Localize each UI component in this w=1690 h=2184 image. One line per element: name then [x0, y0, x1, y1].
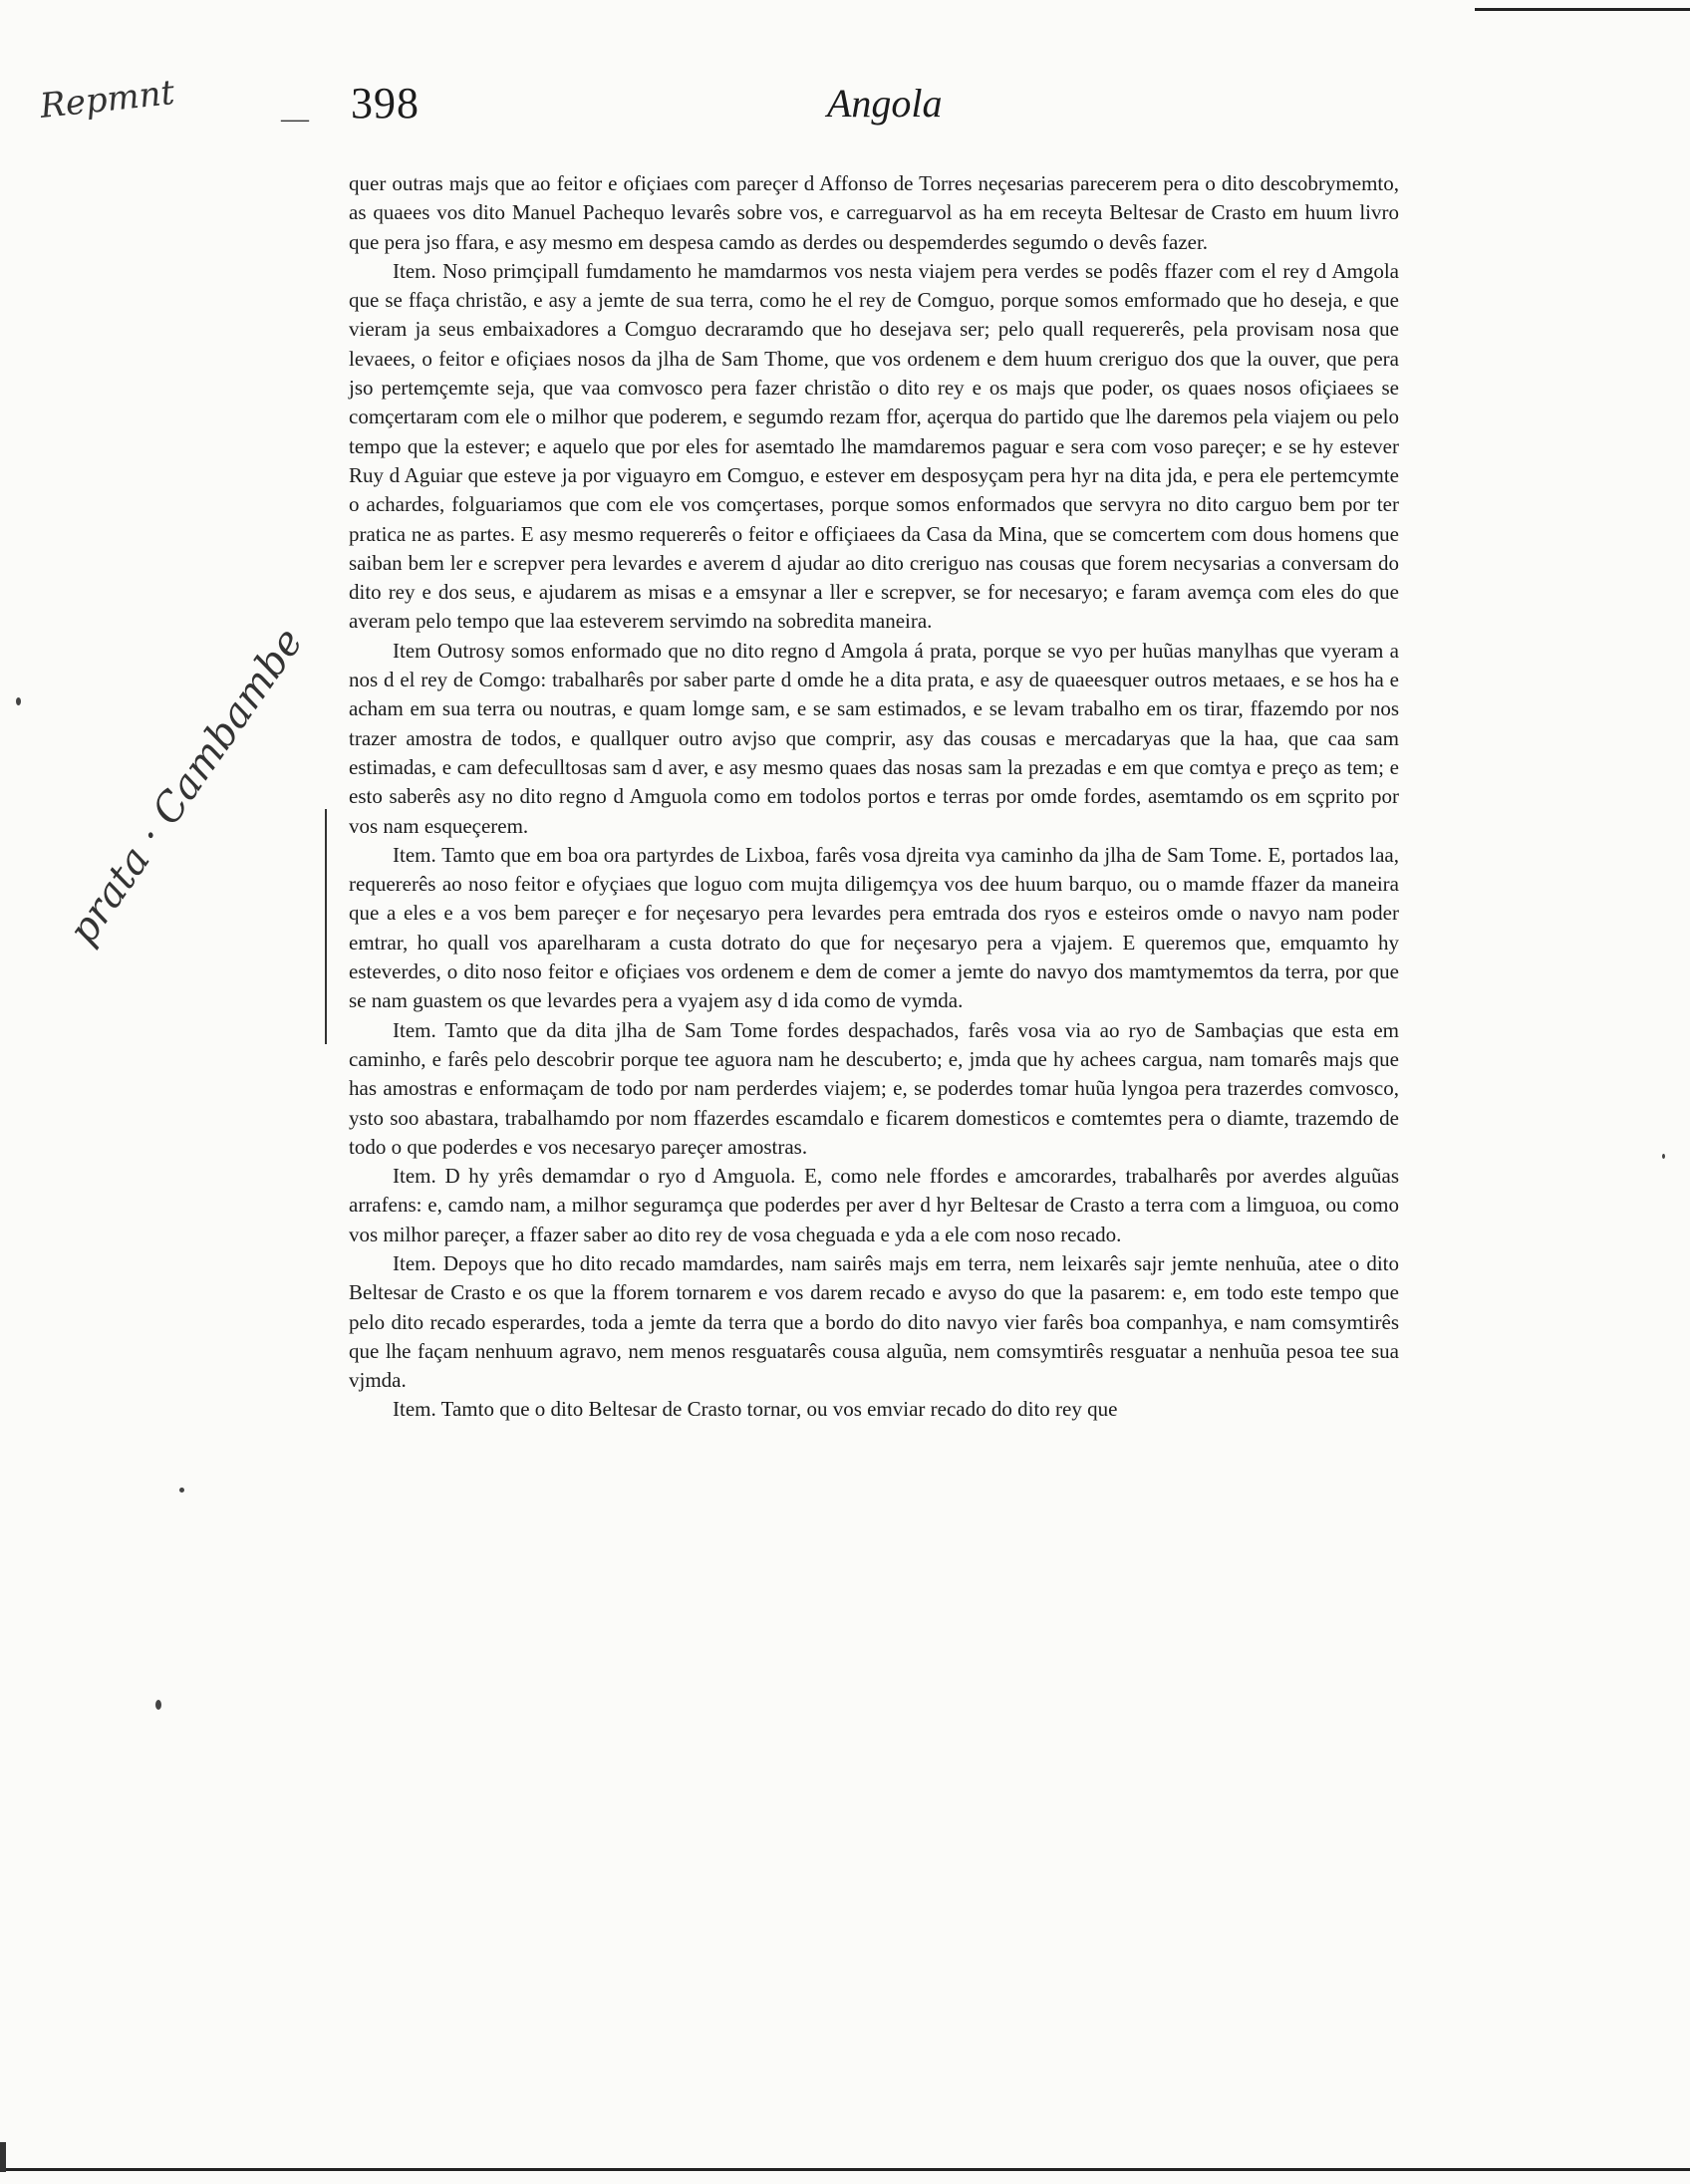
paragraph: quer outras majs que ao feitor e ofiçiaes com pareçer d Affonso de Torres neçesarias parecerem pera o dito descobrymemto, as quaees vos dito Manuel Pachequo levarês sobre vos, e carreguarvol as ha em receyta Beltesar de Crasto em huum livro que pera jso ffara, e asy mesmo em despesa camdo as derdes ou despemderdes segumdo o devês fazer.: [349, 171, 1399, 254]
paragraph: Item. Tamto que da dita jlha de Sam Tome fordes despachados, farês vosa via ao ryo de Sambaçias que esta em caminho, e farês pelo descobrir porque tee aguora nam he descuberto; e, jmda que hy achees cargua, nam tomarês majs que has amostras e enformaçam de todo por nam perderdes viajem; e, se poderdes tomar huũa lyngoa pera trazerdes comvosco, ysto soo abastara, trabalhamdo por nom ffazerdes escamdalo e ficarem domesticos e comtemtes pera o diamte, trazemdo de todo o que poderdes e vos necesaryo pareçer amostras.: [349, 1017, 1399, 1159]
paragraph: Item. Tamto que o dito Beltesar de Crasto tornar, ou vos emviar recado do dito rey que: [393, 1397, 1118, 1422]
handwritten-note-top: Repmnt: [38, 73, 177, 127]
paragraph: Item. Tamto que em boa ora partyrdes de Lixboa, farês vosa djreita vya caminho da jlha de Sam Tome. E, portados laa, requererês ao noso feitor e ofyçiaes que loguo com mujta diligemçya vos dee huum barquo, ou o mamde ffazer da maneira que a eles e a vos bem pareçer e for neçesaryo pera levardes pera emtrada dos ryos e esteiros omde o navyo nam poder emtrar, ho quall vos aparelharam a custa dotrato do que for neçesaryo pera a vjajem. E queremos que, emquamto hy esteverdes, o dito noso feitor e ofiçiaes vos ordenem e dem de comer a jemte do navyo dos mamtymemtos da terra, por que se nam guastem os que levardes pera a vyajem asy d ida como de vymda.: [349, 842, 1399, 1013]
margin-marker-line: [325, 809, 327, 1044]
running-title: Angola: [827, 81, 943, 126]
paragraph: Item. D hy yrês demamdar o ryo d Amguola. E, como nele ffordes e amcorardes, trabalharês por averdes alguũas arrafens: e, camdo nam, a milhor seguramça que poderdes per aver d hyr Beltesar de Crasto a terra com a limguoa, ou como vos milhor pareçer, a ffazer saber ao dito rey de vosa cheguada e yda a ele com noso recado.: [349, 1164, 1399, 1246]
binding-edge-mark: [0, 2142, 6, 2172]
paragraph: Item Outrosy somos enformado que no dito regno d Amgola á prata, porque se vyo per huũas manylhas que vyeram a nos d el rey de Comgo: trabalharês por saber parte d omde he a dita prata, e asy de quaeesquer outros metaaes, e se hos ha e acham em sua terra ou noutras, e quam lomge sam, e se sam estimados, e se levam trabalho em os tirar, ffazemdo por nos trazer amostra de todos, e quallquer outro avjso que comprir, asy das cousas e mercadaryas que la haa, que caa sam estimadas, e cam defeculltosas sam d aver, e asy mesmo quaes das nosas sam la prezadas e em que comtya e preço as tem; e esto saberês asy no dito regno d Amguola como em todolos portos e terras por omde fordes, asemtamdo os em sçprito por vos nam esqueçerem.: [349, 638, 1399, 838]
handwritten-dash: —: [281, 104, 309, 135]
ink-speck: [16, 697, 21, 705]
paragraph: Item. Noso primçipall fumdamento he mamdarmos vos nesta viajem pera verdes se podês ffazer com el rey d Amgola que se ffaça christão, e asy a jemte de sua terra, como he el rey de Comguo, porque somos emformado que ho deseja, e que vieram ja seus embaixadores a Comguo decraramdo que ho desejava ser; pelo quall requererês, pela provisam nosa que levaees, o feitor e ofiçiaes nosos da jlha de Sam Thome, que vos ordenem e dem huum creriguo dos que la ouver, que pera jso pertemçemte seja, que vaa comvosco pera fazer christão o dito rey e os majs que poder, os quaes nosos ofiçiaees se comçertaram com ele o milhor que poderem, e segumdo rezam ffor, açerqua do partido que lhe daremos pela viajem ou pelo tempo que la estever; e aquelo que por eles for asemtado lhe mamdaremos paguar e sera com voso pareçer; e se hy estever Ruy d Aguiar que esteve ja por viguayro em Comguo, e estever em desposyçam pera hyr na dita jda, e pera ele pertemcymte o achardes, folguariamos que com ele vos comçertases, porque somos enformados que servyra no dito carguo bem por ter pratica ne as partes. E asy mesmo requererês o feitor e offiçiaees da Casa da Mina, que se comcertem com dous homens que saiban bem ler e screpver pera levardes e averem d ajudar ao dito creriguo nas cousas que forem necysarias a conversam do dito rey e dos seus, e ajudarem as misas e a emsynar a ller e screpver, se for necesaryo; e faram avemça com eles do que averam pelo tempo que laa esteverem servimdo na sobredita maneira.: [349, 258, 1399, 634]
paragraph: Item. Depoys que ho dito recado mamdardes, nam sairês majs em terra, nem leixarês sajr jemte nenhuũa, atee o dito Beltesar de Crasto e os que la fforem tornarem e vos darem recado e avyso do que la pasarem: e, em todo este tempo que pelo dito recado esperardes, toda a jemte da terra que a bordo do dito navyo vier farês boa companhya, e nam comsymtirês que lhe façam nenhuum agravo, nem menos resguatarês cousa alguũa, nem comsymtirês resguatar a nenhuũa pesoa tee sua vjmda.: [349, 1250, 1399, 1393]
ink-speck: [1662, 1154, 1665, 1159]
ink-speck: [179, 1488, 184, 1493]
page-number: 398: [351, 79, 420, 128]
top-edge-rule: [1475, 8, 1690, 11]
ink-speck: [155, 1700, 161, 1710]
body-text: [349, 169, 1399, 1425]
bottom-edge-rule: [0, 2168, 1690, 2171]
handwritten-margin-note: prata · Cambambe: [60, 620, 313, 954]
